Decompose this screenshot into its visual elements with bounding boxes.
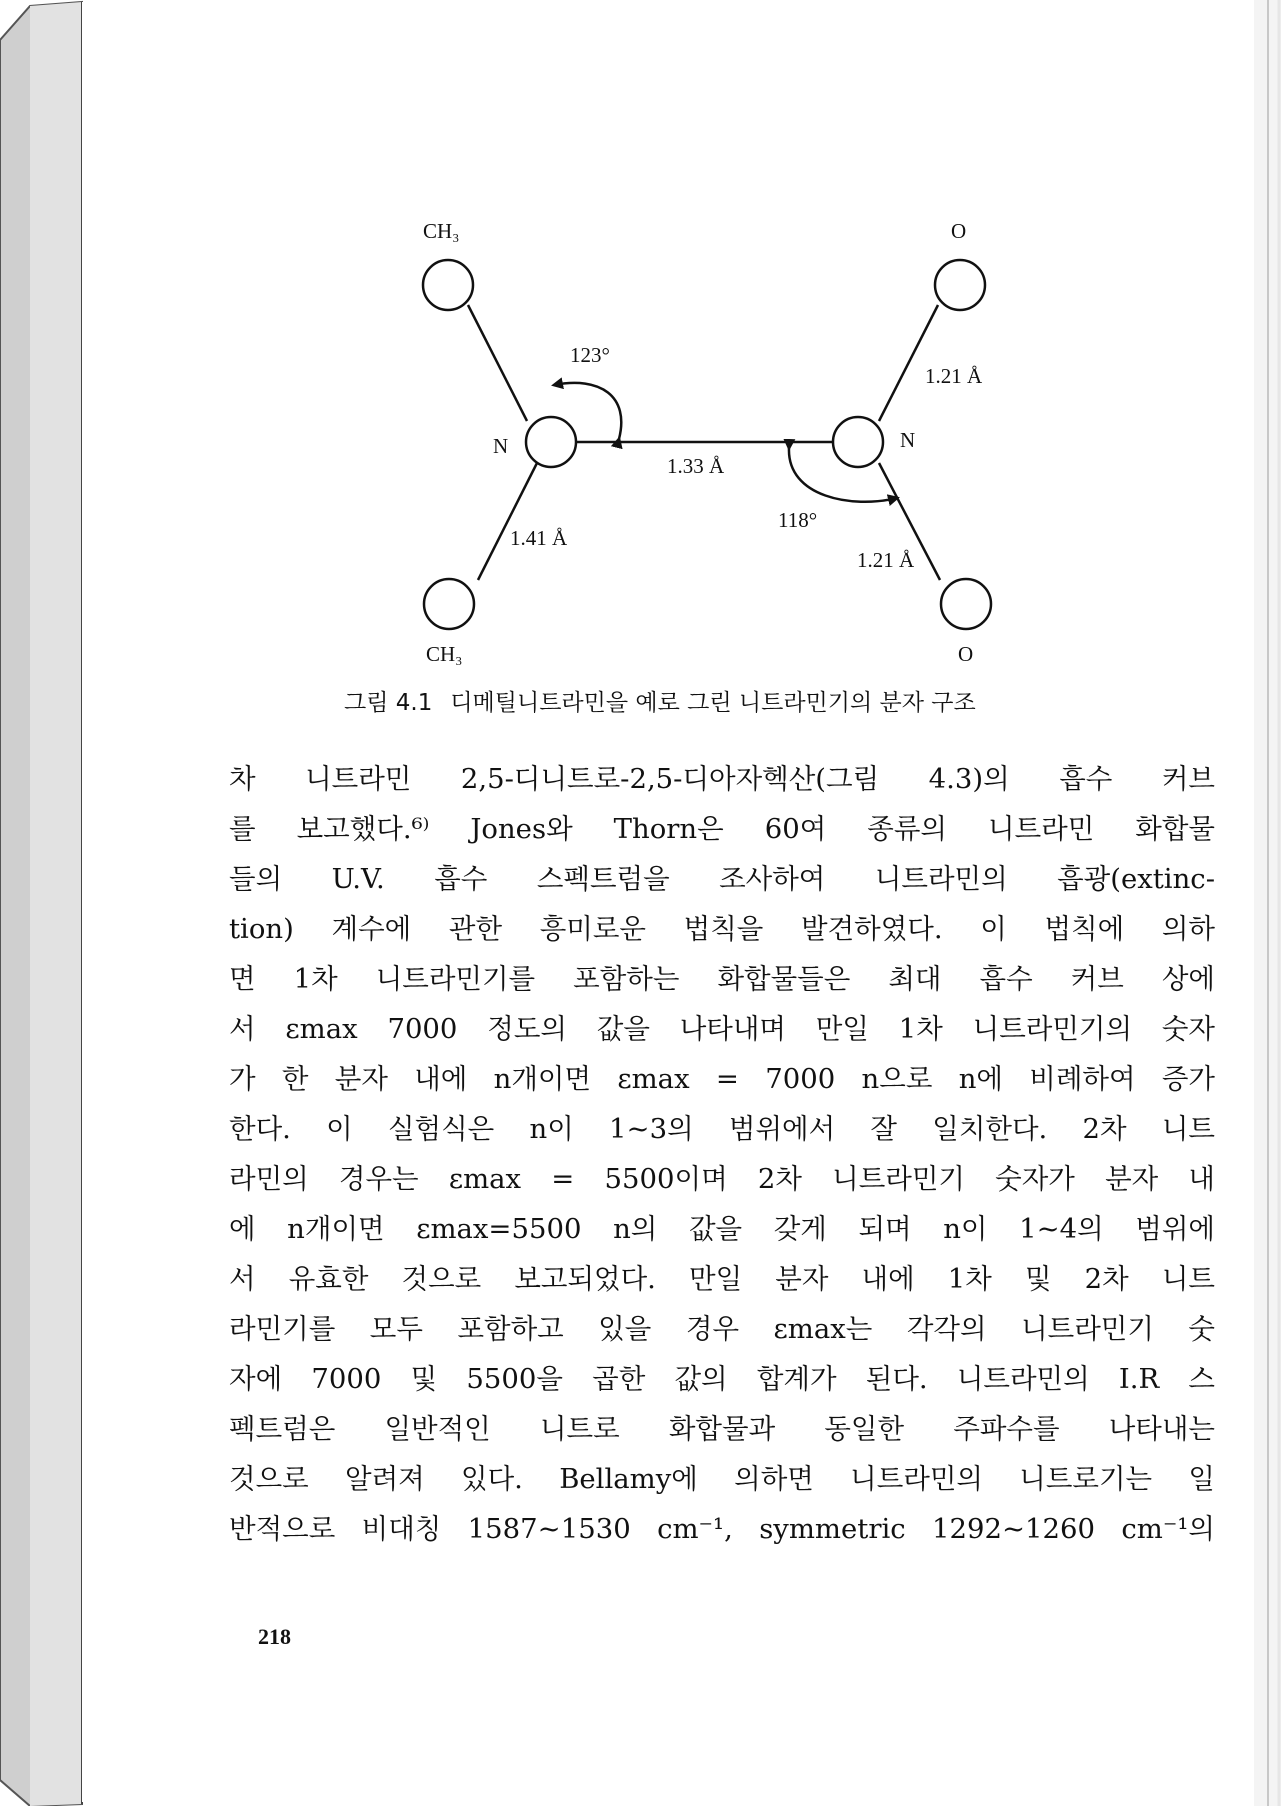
body-line: 들의 U.V. 흡수 스펙트럼을 조사하여 니트라민의 흡광(extinc- [229,863,1215,895]
label-n-right: N [900,428,916,452]
body-line: 차 니트라민 2,5-디니트로-2,5-디아자헥산(그림 4.3)의 흡수 커브 [229,763,1215,795]
label-bond-no-top: 1.21 Å [925,364,983,388]
body-line: 자에 7000 및 5500을 곱한 값의 합계가 된다. 니트라민의 I.R 스 [229,1363,1215,1395]
body-line: 면 1차 니트라민기를 포함하는 화합물들은 최대 흡수 커브 상에 [229,963,1215,995]
body-line: 라민의 경우는 εmax = 5500이며 2차 니트라민기 숫자가 분자 내 [229,1163,1215,1195]
body-paragraph [229,754,1215,1554]
body-line: tion) 계수에 관한 흥미로운 법칙을 발견하였다. 이 법칙에 의하 [229,913,1215,945]
dimethylnitramine-structure-diagram [82,2,1254,702]
atom-ch3-top-circle [423,260,473,310]
figure-caption-number: 그림 4.1 [344,690,433,716]
label-angle-118: 118° [778,508,818,532]
atom-o-bottom-circle [941,579,991,629]
label-o-top: O [951,219,967,243]
label-bond-nc: 1.41 Å [510,526,568,550]
label-bond-nn: 1.33 Å [667,454,725,478]
label-angle-123: 123° [570,343,610,367]
label-bond-no-bottom: 1.21 Å [857,548,915,572]
body-line: 것으로 알려져 있다. Bellamy에 의하면 니트라민의 니트로기는 일 [229,1463,1215,1495]
body-line: 한다. 이 실험식은 n이 1~3의 범위에서 잘 일치한다. 2차 니트 [229,1113,1215,1145]
figure-caption-text: 디메틸니트라민을 예로 그린 니트라민기의 분자 구조 [450,690,976,716]
label-n-left: N [493,434,509,458]
body-line: 서 유효한 것으로 보고되었다. 만일 분자 내에 1차 및 2차 니트 [229,1263,1215,1295]
body-line: 가 한 분자 내에 n개이면 εmax = 7000 n으로 n에 비례하여 증가 [229,1063,1215,1095]
label-ch3-top: CH₃ [423,219,460,243]
figure-caption [344,684,1144,717]
body-line: 에 n개이면 εmax=5500 n의 값을 갖게 되며 n이 1~4의 범위에 [229,1213,1215,1245]
bond-n-ch3-top [468,305,527,421]
body-line: 라민기를 모두 포함하고 있을 경우 εmax는 각각의 니트라민기 숫 [229,1313,1215,1345]
page-number: 218 [258,1624,291,1649]
label-o-bottom: O [958,642,974,666]
body-line: 반적으로 비대칭 1587~1530 cm⁻¹, symmetric 1292~1260 cm⁻¹의 [229,1513,1215,1545]
bond-n-ch3-bottom [478,463,537,580]
body-line: 서 εmax 7000 정도의 값을 나타내며 만일 1차 니트라민기의 숫자 [229,1013,1215,1045]
bond-n-o-top [879,305,938,421]
body-line: 펙트럼은 일반적인 니트로 화합물과 동일한 주파수를 나타내는 [229,1413,1215,1445]
book-page [82,2,1254,1802]
body-line: 를 보고했다.⁶⁾ Jones와 Thorn은 60여 종류의 니트라민 화합물 [229,813,1215,845]
atom-n-right-circle [833,417,883,467]
label-ch3-bottom: CH₃ [426,642,463,666]
atom-ch3-bottom-circle [424,579,474,629]
atom-n-left-circle [526,417,576,467]
atom-o-top-circle [935,260,985,310]
